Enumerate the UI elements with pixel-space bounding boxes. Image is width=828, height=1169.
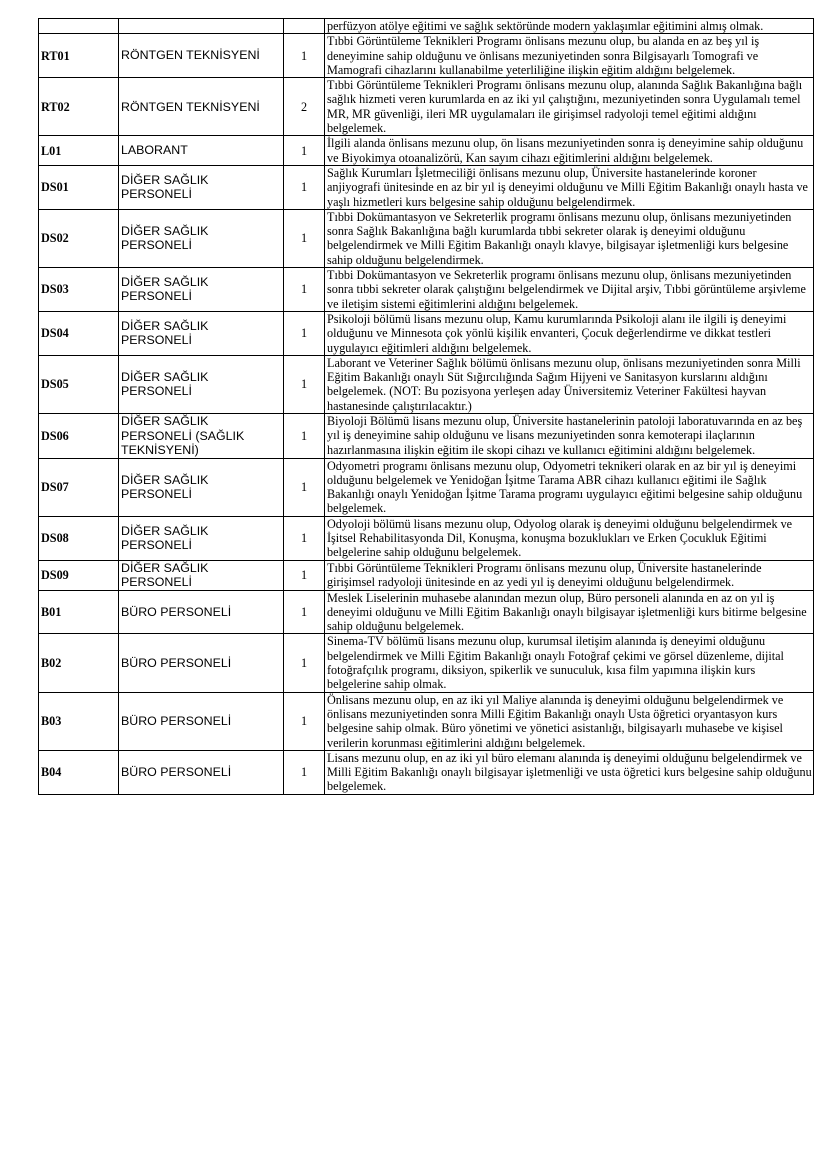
position-title: DİĞER SAĞLIK PERSONELİ [119,516,284,560]
position-title: RÖNTGEN TEKNİSYENİ [119,34,284,78]
position-title: BÜRO PERSONELİ [119,692,284,750]
position-requirements: Lisans mezunu olup, en az iki yıl büro elemanı alanında iş deneyimi olduğunu belgelendirmek ve Milli Eğitim Bakanlığı onaylı bilgisayar işletmenliği ve usta öğretici kurs belgesine sahip olduğunu belgelemek. [325,750,814,794]
position-count: 1 [284,355,325,413]
position-code: DS07 [39,458,119,516]
position-requirements: Sinema-TV bölümü lisans mezunu olup, kurumsal iletişim alanında iş deneyimi olduğunu belgelendirmek ve Milli Eğitim Bakanlığı onaylı Fotoğraf çekimi ve görsel düzenleme, dijital fotoğrafçılık programı, diksiyon, spikerlik ve sunuculuk, kısa film yapımına ilişkin kurs belgelerine sahip olmak. [325,634,814,692]
table-row [39,209,814,267]
position-count: 1 [284,136,325,166]
table-row [39,311,814,355]
position-title: BÜRO PERSONELİ [119,590,284,634]
position-title: DİĞER SAĞLIK PERSONELİ [119,165,284,209]
position-requirements: Tıbbi Dokümantasyon ve Sekreterlik programı önlisans mezunu olup, önlisans mezuniyetinden sonra tıbbi sekreter olarak çalıştığını belgelendirmek ve Dijital arşiv, Tıbbi görüntüleme arşivleme ve iletişim sistemi eğitimlerini aldığını belgelemek. [325,268,814,312]
position-title: DİĞER SAĞLIK PERSONELİ (SAĞLIK TEKNİSYENİ) [119,414,284,459]
position-requirements: perfüzyon atölye eğitimi ve sağlık sektöründe modern yaklaşımlar eğitimini almış olmak. [325,19,814,34]
table-row [39,136,814,166]
position-count: 1 [284,560,325,590]
position-count: 1 [284,458,325,516]
position-count: 2 [284,78,325,136]
position-title: BÜRO PERSONELİ [119,750,284,794]
table-row [39,165,814,209]
position-code: DS08 [39,516,119,560]
table-row [39,355,814,413]
position-code: L01 [39,136,119,166]
table-row [39,19,814,34]
position-title: DİĞER SAĞLIK PERSONELİ [119,268,284,312]
position-count [284,19,325,34]
position-count: 1 [284,311,325,355]
position-requirements: Psikoloji bölümü lisans mezunu olup, Kamu kurumlarında Psikoloji alanı ile ilgili iş deneyimi olduğunu ve Minnesota çok yönlü kişilik envanteri, Çocuk değerlendirme ve dikkat testleri uygulayıcı eğitimleri aldığını belgelemek. [325,311,814,355]
position-code [39,19,119,34]
position-requirements: Odyometri programı önlisans mezunu olup, Odyometri teknikeri olarak en az bir yıl iş deneyimi olduğunu belgelemek ve Yenidoğan İşitme Tarama ABR cihazı kullanıcı eğitimi ile Sağlık Bakanlığı onaylı Yenidoğan İşitme Tarama programı uygulayıcı eğitimi belgesine sahip olduğunu belgelemek. [325,458,814,516]
position-code: DS02 [39,209,119,267]
table-row [39,634,814,692]
position-count: 1 [284,414,325,459]
table-row [39,692,814,750]
position-title: DİĞER SAĞLIK PERSONELİ [119,458,284,516]
position-code: RT02 [39,78,119,136]
table-row [39,560,814,590]
position-title: DİĞER SAĞLIK PERSONELİ [119,311,284,355]
position-count: 1 [284,516,325,560]
position-title [119,19,284,34]
position-code: DS06 [39,414,119,459]
position-code: DS05 [39,355,119,413]
position-title: DİĞER SAĞLIK PERSONELİ [119,355,284,413]
position-code: B04 [39,750,119,794]
table-row [39,458,814,516]
position-requirements: Biyoloji Bölümü lisans mezunu olup, Üniversite hastanelerinin patoloji laboratuvarında en az beş yıl iş deneyimine sahip olduğunu ve lisans mezuniyetinden sonra kemoterapi ilaçlarının hazırlanmasına ilişkin eğitim ile skopi cihazı ve kullanıcı eğitimini aldığını belgelemek. [325,414,814,459]
position-count: 1 [284,209,325,267]
position-count: 1 [284,268,325,312]
position-requirements: Sağlık Kurumları İşletmeciliği önlisans mezunu olup, Üniversite hastanelerinde koroner anjiyografi ünitesinde en az bir yıl iş deneyimi olduğunu ve Milli Eğitim Bakanlığı onaylı hasta ve yaşlı hizmetleri kurs belgesine sahip olduğunu belgelendirmek. [325,165,814,209]
position-requirements: Tıbbi Görüntüleme Teknikleri Programı önlisans mezunu olup, Üniversite hastanelerinde girişimsel radyoloji ünitesinde en az yedi yıl iş deneyimi olduğunu belgelendirmek. [325,560,814,590]
position-title: LABORANT [119,136,284,166]
position-requirements: Meslek Liselerinin muhasebe alanından mezun olup, Büro personeli alanında en az on yıl iş deneyimi olduğunu ve Milli Eğitim Bakanlığı onaylı bilgisayar işletmenliği kurs bitirme belgesine sahip olduğunu belgelemek. [325,590,814,634]
position-count: 1 [284,750,325,794]
table-body [39,19,814,795]
position-code: DS01 [39,165,119,209]
position-code: B02 [39,634,119,692]
position-count: 1 [284,634,325,692]
position-count: 1 [284,34,325,78]
position-title: DİĞER SAĞLIK PERSONELİ [119,560,284,590]
position-requirements: İlgili alanda önlisans mezunu olup, ön lisans mezuniyetinden sonra iş deneyimine sahip olduğunu ve Biyokimya otoanalizörü, Kan sayım cihazı eğitimlerini aldığını belgelemek. [325,136,814,166]
position-requirements-table [38,18,814,795]
position-code: DS04 [39,311,119,355]
table-row [39,750,814,794]
position-requirements: Odyoloji bölümü lisans mezunu olup, Odyolog olarak iş deneyimi olduğunu belgelendirmek ve İşitsel Rehabilitasyonda Dil, Konuşma, konuşma bozuklukları ve Erken Çocukluk Eğitimi belgelerine sahip olduğunu belgelemek. [325,516,814,560]
position-code: RT01 [39,34,119,78]
position-title: RÖNTGEN TEKNİSYENİ [119,78,284,136]
position-requirements: Önlisans mezunu olup, en az iki yıl Maliye alanında iş deneyimi olduğunu belgelendirmek ve önlisans mezuniyetinden sonra Milli Eğitim Bakanlığı onaylı Usta öğretici oryantasyon kurs belgesine sahip olmak. Büro yönetimi ve yönetici asistanlığı, bilgisayarlı muhasebe ve kişisel verilerin korunması eğitimlerini aldığını belgelemek. [325,692,814,750]
table-row [39,414,814,459]
position-title: DİĞER SAĞLIK PERSONELİ [119,209,284,267]
position-count: 1 [284,165,325,209]
position-requirements: Tıbbi Dokümantasyon ve Sekreterlik programı önlisans mezunu olup, önlisans mezuniyetinden sonra Sağlık Bakanlığına bağlı kurumlarda tıbbi sekreter olarak iş deneyimi olduğunu belgelendirmek ve Milli Eğitim Bakanlığı onaylı klavye, bilgisayar işletmenliği kurs belgesine sahip olduğunu belgelendirmek. [325,209,814,267]
table-row [39,516,814,560]
position-code: DS09 [39,560,119,590]
position-count: 1 [284,590,325,634]
table-row [39,78,814,136]
position-code: B03 [39,692,119,750]
position-count: 1 [284,692,325,750]
position-requirements: Tıbbi Görüntüleme Teknikleri Programı önlisans mezunu olup, bu alanda en az beş yıl iş deneyimine sahip olduğunu ve önlisans mezuniyetinden sonra Bilgisayarlı Tomografi ve Mamografi cihazlarını kullanabilme yeterliliğine ilişkin eğitim aldığını belgelemek. [325,34,814,78]
table-row [39,590,814,634]
position-code: DS03 [39,268,119,312]
position-requirements: Tıbbi Görüntüleme Teknikleri Programı önlisans mezunu olup, alanında Sağlık Bakanlığına bağlı sağlık hizmeti veren kurumlarda en az iki yıl çalıştığını, mezuniyetinden sonra Uygulamalı temel MR, MR güvenliği, ileri MR uygulamaları ile girişimsel radyoloji temel eğitimi aldığını belgelemek. [325,78,814,136]
position-requirements: Laborant ve Veteriner Sağlık bölümü önlisans mezunu olup, önlisans mezuniyetinden sonra Milli Eğitim Bakanlığı onaylı Süt Sığırcılığında Sağım Hijyeni ve Sanitasyon kurslarını aldığını belgelemek. (NOT: Bu pozisyona yerleşen aday Üniversitemiz Veteriner Fakültesi hayvan hastanesinde çalıştırılacaktır.) [325,355,814,413]
table-row [39,34,814,78]
position-table-page [38,18,813,795]
position-code: B01 [39,590,119,634]
table-row [39,268,814,312]
position-title: BÜRO PERSONELİ [119,634,284,692]
